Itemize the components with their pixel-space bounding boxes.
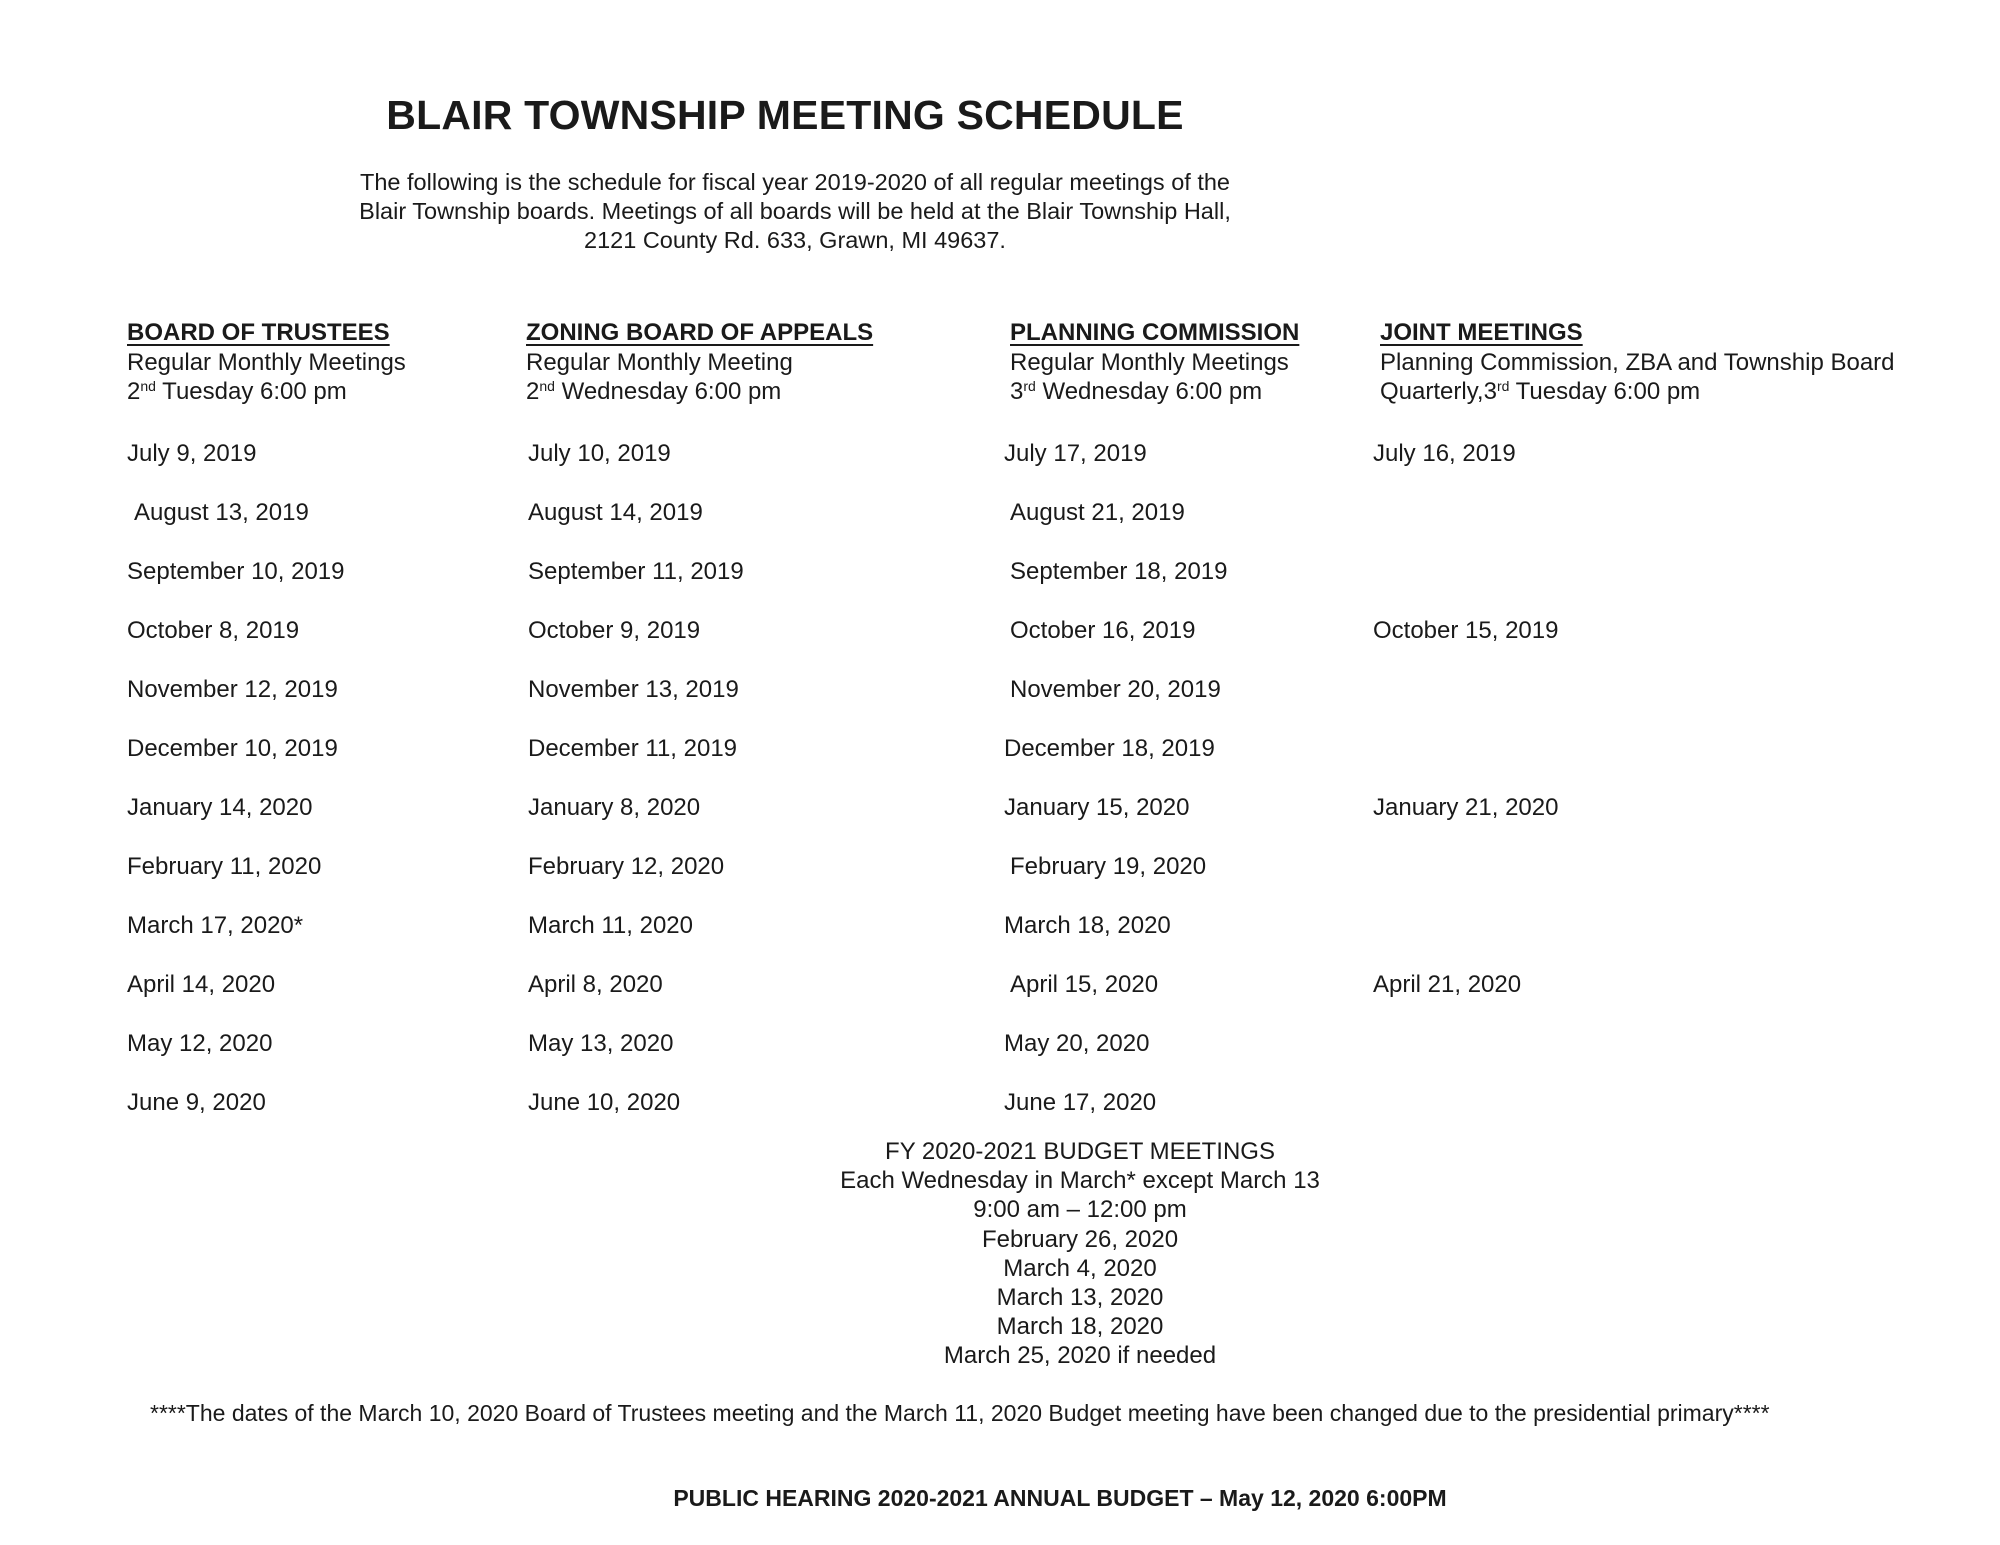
column-schedule: 2nd Wednesday 6:00 pm (526, 378, 782, 405)
meeting-date: May 13, 2020 (528, 1030, 674, 1057)
meeting-date: September 18, 2019 (1010, 558, 1228, 585)
budget-meetings-section (0, 1137, 2000, 1371)
meeting-date: July 16, 2019 (1373, 440, 1516, 467)
meeting-date: January 8, 2020 (528, 794, 701, 821)
meeting-date: May 20, 2020 (1004, 1030, 1150, 1057)
column-schedule: 3rd Wednesday 6:00 pm (1010, 378, 1263, 405)
primary-date-change-note: ****The dates of the March 10, 2020 Board of Trustees meeting and the March 11, 2020 Budget meeting have been changed due to the presidential primary**** (150, 1400, 1770, 1426)
column-schedule: Quarterly,3rd Tuesday 6:00 pm (1380, 378, 1701, 405)
meeting-date: February 12, 2020 (528, 853, 725, 880)
meeting-date: November 20, 2019 (1010, 676, 1221, 703)
column-heading: PLANNING COMMISSION (1010, 319, 1300, 346)
meeting-date: October 8, 2019 (127, 617, 300, 644)
meeting-date: July 17, 2019 (1004, 440, 1147, 467)
meeting-date: April 15, 2020 (1010, 971, 1159, 998)
meeting-date: March 17, 2020* (127, 912, 304, 939)
budget-date: February 26, 2020 (981, 1225, 1179, 1253)
budget-date: March 25, 2020 if needed (943, 1342, 1217, 1370)
intro-line: Blair Township boards. Meetings of all boards will be held at the Blair Township Hall, (359, 198, 1231, 224)
budget-date: March 18, 2020 (996, 1313, 1164, 1341)
column-schedule: 2nd Tuesday 6:00 pm (127, 378, 347, 405)
meeting-date: October 9, 2019 (528, 617, 701, 644)
budget-date: March 13, 2020 (996, 1284, 1164, 1312)
column-heading: BOARD OF TRUSTEES (127, 319, 390, 346)
meeting-date: January 21, 2020 (1373, 794, 1559, 821)
meeting-date: July 10, 2019 (528, 440, 671, 467)
meeting-date: August 13, 2019 (134, 499, 309, 526)
column-planning-commission (1010, 318, 1299, 406)
meeting-date: December 18, 2019 (1004, 735, 1215, 762)
meeting-date: June 9, 2020 (127, 1089, 266, 1116)
meeting-date: August 21, 2019 (1010, 499, 1185, 526)
intro-paragraph (0, 168, 1590, 255)
meeting-date: February 19, 2020 (1010, 853, 1207, 880)
meeting-date: January 14, 2020 (127, 794, 313, 821)
meeting-date: March 11, 2020 (528, 912, 693, 939)
column-zoning-board-of-appeals (526, 318, 873, 406)
column-heading: ZONING BOARD OF APPEALS (526, 319, 874, 346)
meeting-date: September 11, 2019 (528, 558, 744, 585)
meeting-date: April 14, 2020 (127, 971, 276, 998)
meeting-date: January 15, 2020 (1004, 794, 1190, 821)
intro-line: 2121 County Rd. 633, Grawn, MI 49637. (584, 227, 1006, 253)
budget-date: March 4, 2020 (1003, 1254, 1157, 1282)
column-subtitle: Planning Commission, ZBA and Township Board (1380, 349, 1895, 376)
meeting-date: December 10, 2019 (127, 735, 338, 762)
column-heading: JOINT MEETINGS (1380, 319, 1583, 346)
meeting-date: September 10, 2019 (127, 558, 345, 585)
column-board-of-trustees (127, 318, 406, 406)
meeting-date: November 13, 2019 (528, 676, 739, 703)
budget-heading: FY 2020-2021 BUDGET MEETINGS (885, 1138, 1275, 1165)
meeting-date: October 16, 2019 (1010, 617, 1196, 644)
public-hearing-notice: PUBLIC HEARING 2020-2021 ANNUAL BUDGET – May 12, 2020 6:00PM (673, 1485, 1447, 1511)
meeting-date: October 15, 2019 (1373, 617, 1559, 644)
meeting-date: May 12, 2020 (127, 1030, 273, 1057)
meeting-date: February 11, 2020 (127, 853, 322, 880)
column-subtitle: Regular Monthly Meeting (526, 349, 793, 376)
column-joint-meetings (1380, 318, 1895, 406)
meeting-date: December 11, 2019 (528, 735, 738, 762)
column-subtitle: Regular Monthly Meetings (127, 349, 406, 376)
meeting-date: June 10, 2020 (528, 1089, 681, 1116)
meeting-date: April 21, 2020 (1373, 971, 1522, 998)
meeting-date: November 12, 2019 (127, 676, 338, 703)
meeting-date: April 8, 2020 (528, 971, 663, 998)
column-subtitle: Regular Monthly Meetings (1010, 349, 1289, 376)
page-title: BLAIR TOWNSHIP MEETING SCHEDULE (386, 92, 1184, 138)
budget-line: Each Wednesday in March* except March 13 (840, 1167, 1320, 1195)
meeting-date: July 9, 2019 (127, 440, 257, 467)
budget-line: 9:00 am – 12:00 pm (973, 1196, 1187, 1224)
meeting-date: March 18, 2020 (1004, 912, 1171, 939)
meeting-date: August 14, 2019 (528, 499, 703, 526)
intro-line: The following is the schedule for fiscal year 2019-2020 of all regular meetings of the (360, 169, 1230, 195)
meeting-date: June 17, 2020 (1004, 1089, 1157, 1116)
